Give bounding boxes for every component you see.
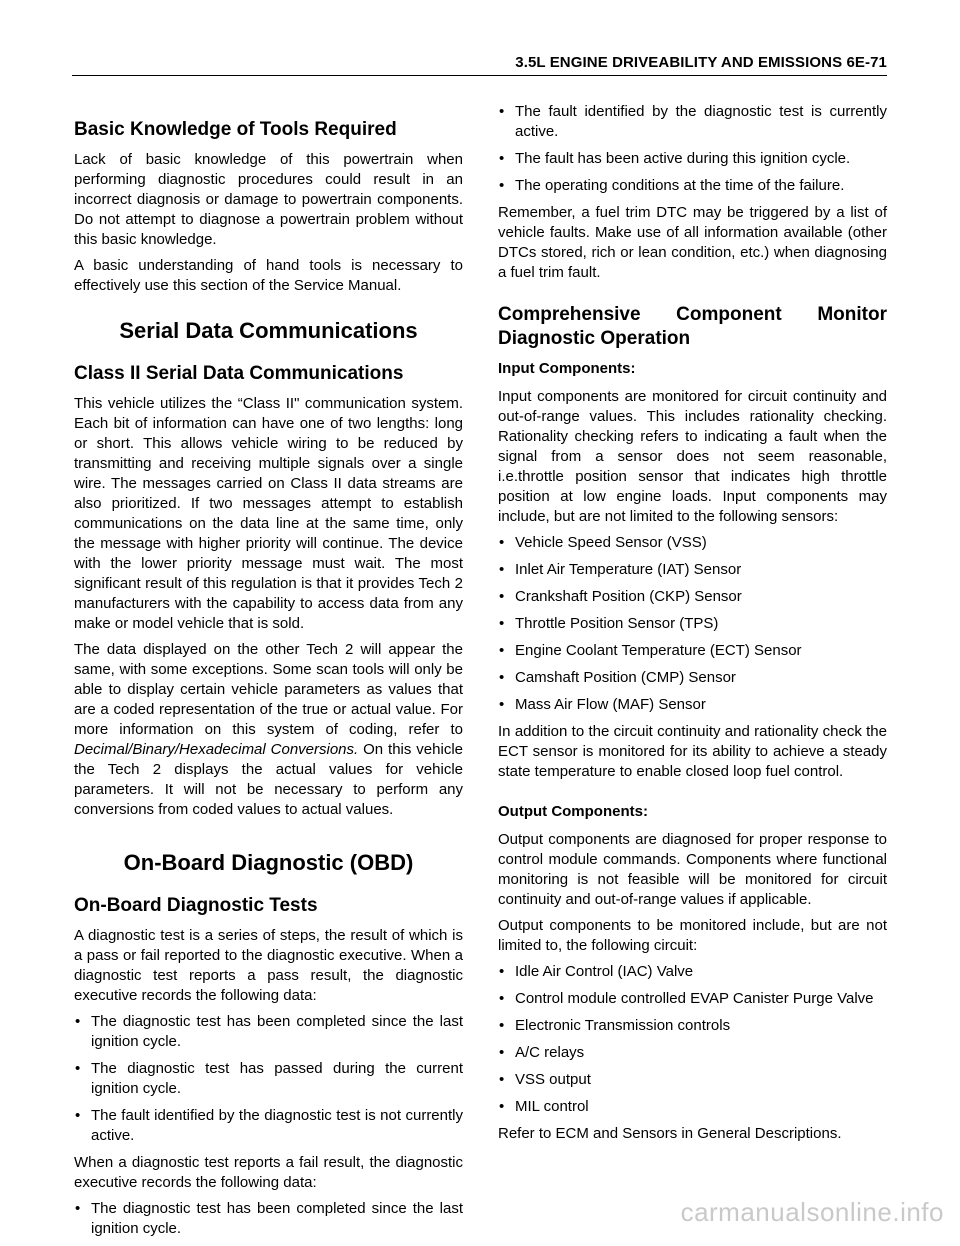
ccm-heading: Comprehensive Component Monitor Diagnostic Operation	[498, 304, 887, 349]
left-column	[74, 102, 463, 1246]
right-column	[498, 102, 887, 1150]
list-item: • The diagnostic test has been completed since the last ignition cycle.	[74, 1012, 463, 1052]
page-header: 3.5L ENGINE DRIVEABILITY AND EMISSIONS 6E-71	[515, 54, 887, 71]
list-item: • Mass Air Flow (MAF) Sensor	[498, 695, 887, 715]
list-item: • Throttle Position Sensor (TPS)	[498, 614, 887, 634]
list-item: • The fault identified by the diagnostic test is currently active.	[498, 102, 887, 142]
list-item: • Crankshaft Position (CKP) Sensor	[498, 587, 887, 607]
list-item: • A/C relays	[498, 1043, 887, 1063]
watermark: carmanualsonline.info	[680, 1197, 944, 1227]
sensor-list	[498, 533, 887, 715]
list-item: • The operating conditions at the time of the failure.	[498, 176, 887, 196]
list-item: • The diagnostic test has been completed since the last ignition cycle.	[74, 1199, 463, 1239]
list-item: • MIL control	[498, 1097, 887, 1117]
class2-heading: Class II Serial Data Communications	[74, 363, 404, 384]
tools-heading: Basic Knowledge of Tools Required	[74, 119, 397, 140]
serial-data-title: Serial Data Communications	[119, 318, 418, 343]
list-item: • Control module controlled EVAP Canister Purge Valve	[498, 989, 887, 1009]
list-item: • Camshaft Position (CMP) Sensor	[498, 668, 887, 688]
pass-result-list	[74, 1012, 463, 1146]
remember-paragraph: Remember, a fuel trim DTC may be triggered by a list of vehicle faults. Make use of all information available (other DTCs stored, rich or lean condition, etc.) when diagnosing a fuel trim fault.	[498, 204, 887, 281]
tools-paragraph-2: A basic understanding of hand tools is necessary to effectively use this section of the Service Manual.	[74, 257, 463, 294]
class2-paragraph-1: This vehicle utilizes the “Class II" communication system. Each bit of information can have one of two lengths: long or short. This allows vehicle wiring to be reduced by transmitting and receiving multiple signals over a single wire. The messages carried on Class II data streams are also prioritized. If two messages attempt to establish communications on the data line at the same time, only the message with higher priority will continue. The device with the lower priority message must wait. The most significant result of this regulation is that it provides Tech 2 manufacturers with the capability to access data from any make or model vehicle that is sold.	[74, 395, 463, 632]
conversions-reference: Decimal/Binary/Hexadecimal Conversions.	[74, 741, 359, 758]
list-item: • Idle Air Control (IAC) Valve	[498, 962, 887, 982]
output-components-heading: Output Components:	[498, 803, 648, 820]
refer-paragraph: Refer to ECM and Sensors in General Descriptions.	[498, 1125, 842, 1142]
tools-paragraph-1: Lack of basic knowledge of this powertrain when performing diagnostic procedures could result in an incorrect diagnosis or damage to powertrain components. Do not attempt to diagnose a powertrain problem without this basic knowledge.	[74, 151, 463, 248]
obd-tests-heading: On-Board Diagnostic Tests	[74, 895, 318, 916]
output-paragraph-1: Output components are diagnosed for proper response to control module commands. Components where functional monitoring is not feasible will be monitored for circuit continuity and out-of-range values if applicable.	[498, 831, 887, 908]
list-item: • Vehicle Speed Sensor (VSS)	[498, 533, 887, 553]
list-item: • The fault has been active during this ignition cycle.	[498, 149, 887, 169]
class2-paragraph-2-part-a: The data displayed on the other Tech 2 will appear the same, with some exceptions. Some scan tools will only be able to display certain vehicle parameters as values that are a coded representation of the true or actual value. For more information on this system of coding, refer to	[74, 641, 463, 738]
list-item: • The fault identified by the diagnostic test is not currently active.	[74, 1106, 463, 1146]
fail-result-list-left	[74, 1199, 463, 1239]
list-item: • Electronic Transmission controls	[498, 1016, 887, 1036]
obd-paragraph-2: When a diagnostic test reports a fail result, the diagnostic executive records the following data:	[74, 1154, 463, 1191]
output-list	[498, 962, 887, 1117]
input-paragraph: Input components are monitored for circuit continuity and out-of-range values. This includes rationality checking. Rationality checking refers to indicating a fault when the signal from a sensor does not seem reasonable, i.e.throttle position sensor that indicates high throttle position at low engine loads. Input components may include, but are not limited to the following sensors:	[498, 388, 887, 525]
list-item: • VSS output	[498, 1070, 887, 1090]
list-item: • The diagnostic test has passed during the current ignition cycle.	[74, 1059, 463, 1099]
obd-paragraph-1: A diagnostic test is a series of steps, the result of which is a pass or fail reported to the diagnostic executive. When a diagnostic test reports a pass result, the diagnostic executive records the following data:	[74, 927, 463, 1004]
list-item: • Inlet Air Temperature (IAT) Sensor	[498, 560, 887, 580]
output-paragraph-2: Output components to be monitored include, but are not limited to, the following circuit:	[498, 917, 887, 954]
header-rule	[72, 75, 887, 76]
class2-paragraph-2-part-b: On this vehicle the Tech 2 displays the actual values for vehicle parameters. It will not be necessary to perform any conversions from coded values to actual values.	[74, 741, 463, 818]
fail-result-list-right	[498, 102, 887, 196]
ect-paragraph: In addition to the circuit continuity and rationality check the ECT sensor is monitored for its ability to achieve a steady state temperature to enable closed loop fuel control.	[498, 723, 887, 780]
obd-title: On-Board Diagnostic (OBD)	[123, 850, 414, 875]
list-item: • Engine Coolant Temperature (ECT) Sensor	[498, 641, 887, 661]
class2-paragraph-2	[74, 640, 463, 820]
input-components-heading: Input Components:	[498, 360, 636, 377]
